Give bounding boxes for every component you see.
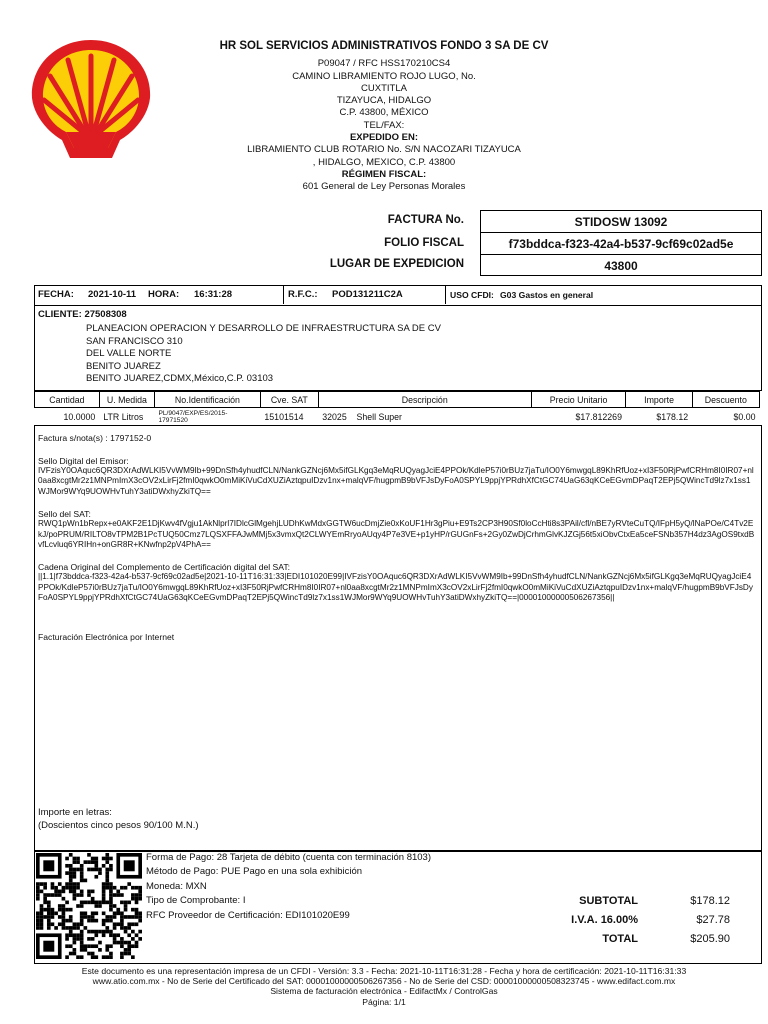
iva-label: I.V.A. 16.00% — [571, 914, 638, 926]
cell-precio: $17.812269 — [575, 412, 622, 422]
expedido-line: LIBRAMIENTO CLUB ROTARIO No. S/N NACOZARI TIZAYUCA — [247, 144, 521, 156]
folio-fiscal-label: FOLIO FISCAL — [384, 237, 464, 249]
cell-descuento: $0.00 — [733, 412, 756, 422]
client-line: PLANEACION OPERACION Y DESARROLLO DE INFRAESTRUCTURA SA DE CV — [86, 323, 441, 334]
issuer-name: HR SOL SERVICIOS ADMINISTRATIVOS FONDO 3 SA DE CV — [219, 40, 549, 52]
issuer-line: TIZAYUCA, HIDALGO — [336, 95, 432, 107]
cell-codigo: 32025 — [322, 412, 347, 422]
cadena-original: ||1.1|f73bddca-f323-42a4-b537-9cf69c02ad5e|2021-10-11T16:31:33|EDI101020E99|IVFzisY0OAquc6QR3DXrAdWLKI5VvWM9Ib+99DnSfh4yhudfCLN/NankGZNcj6Mx5ifGLKgq3eMqRUQyagJciE4PPOk/KdleP57i0rBUz7jaTu/IO0Y6mwgqL89KhRfUoz+xI3F50RjPwfCRHm8I0IR07+nl0aa8xcgtMr2z1MNPmImX3cOV2xLirFj2fmI0qwkO0mMiKiVuCdXUZiAztqpuIDzv1nx+malqVF/hugpmB9bVFJsDyFoA0SPYL9ppjYPRdhXfCtGC74UaG63qKCeEGvmDPaqT2EPj5QWincTd9lz7x1ss1WJMor9WYq9UOWHvTuhY3atiDWxhyZkiTQ==|00001000000506267356|| — [38, 572, 753, 603]
factura-number: STIDOSW 13092 — [481, 211, 761, 233]
regimen-value: 601 General de Ley Personas Morales — [302, 181, 466, 193]
items-table — [34, 391, 760, 426]
forma-pago: Forma de Pago: 28 Tarjeta de débito (cuenta con terminación 8103) — [146, 852, 431, 863]
col-identificacion: No.Identificación — [154, 392, 260, 408]
shell-logo — [26, 36, 156, 160]
col-descuento: Descuento — [692, 392, 759, 408]
issuer-line: CAMINO LIBRAMIENTO ROJO LUGO, No. — [292, 70, 476, 82]
client-line: SAN FRANCISCO 310 — [86, 335, 183, 347]
cadena-label: Cadena Original del Complemento de Certificación digital del SAT: — [38, 562, 291, 573]
rfc-label: R.F.C.: — [288, 289, 318, 300]
rfc-value: POD131211C2A — [332, 289, 403, 300]
total-value: $205.90 — [690, 933, 730, 945]
col-cve-sat: Cve. SAT — [260, 392, 318, 408]
moneda: Moneda: MXN — [146, 880, 207, 892]
col-importe: Importe — [626, 392, 692, 408]
cell-cantidad: 10.0000 — [63, 412, 96, 422]
subtotal-label: SUBTOTAL — [579, 895, 638, 907]
notes — [38, 433, 756, 642]
table-row — [35, 408, 760, 427]
sello-sat: RWQ1pWn1bRepx+e0AKF2E1DjKwv4fVgju1AkNlprl7IDlcGlMgehjLUDhKwMdxGGTW6ucDmjZie0xKoUF1Hr3gPiu+E9Ts2CP3H90Sf0loCcHti8s3PAil/cfl/nBE7yRVteCuTQ/IFpH5yQ/lNaPOe/C4Tv2EkJ/poPRUM/RILTO8vTPM2B1PcTUQ50Cmz7LQSXFFAJwMMj5x3vmxQt2CLWYEmRryoAUqy4P7e3VE+p1yHP/rGUGnFs+2Gy0ZwDjCrhmGlvKJZGj56t5xiObvCtxEa5ceFSNb357H4dz3AgOS9txdBvfLcvluq6YRIHn+onGR8R+KNwfnp2pV4PhA== — [38, 519, 755, 550]
col-cantidad: Cantidad — [35, 392, 100, 408]
importe-value: (Doscientos cinco pesos 90/100 M.N.) — [38, 820, 199, 831]
sello-emisor: IVFzisY0OAquc6QR3DXrAdWLKI5VvWM9Ib+99DnSfh4yhudfCLN/NankGZNcj6Mx5ifGLKgq3eMqRUQyagJciE4PPOk/KdleP57i0rBUz7jaTu/IO0Y6mwgqL89KhRfUoz+xI3F50RjPwfCRHm8I0IR07+nl0aa8xcgtMr2z1MNPmImX3cOV2xLirFj2fmI0qwkO0mMiKiVuCdXUZiAztqpuIDzv1nx+malqVF/hugpmB9bVFJsDyFoA0SPYL9ppjYPRdhXfCtGC74UaG63qKCeEGvmDPaqT2EPj5QWincTd9lz7x1ss1WJMor9WYq9UOWHvTuhY3atiDWxhyZkiTQ== — [38, 466, 754, 496]
footer-line: Página: 1/1 — [362, 996, 406, 1007]
sello-sat-label: Sello del SAT: — [38, 509, 91, 520]
regimen-label: RÉGIMEN FISCAL: — [341, 168, 427, 180]
uso-cfdi-value: G03 Gastos en general — [500, 290, 594, 300]
rfc-proveedor: RFC Proveedor de Certificación: EDI101020E99 — [146, 909, 350, 921]
col-unidad: U. Medida — [99, 392, 154, 408]
cell-identificacion: PL/9047/EXP/ES/2015-17971520 — [158, 410, 228, 424]
client-label: CLIENTE: 27508308 — [38, 309, 127, 320]
cell-cve-sat: 15101514 — [264, 412, 304, 422]
lugar-expedicion: 43800 — [604, 258, 638, 273]
fecha-value: 2021-10-11 — [88, 289, 137, 300]
facturacion-electronica: Facturación Electrónica por Internet — [38, 631, 175, 642]
importe-label: Importe en letras: — [38, 807, 112, 818]
subtotal-value: $178.12 — [690, 895, 730, 907]
meta-divider — [283, 285, 284, 304]
uso-cfdi-label: USO CFDI: — [450, 290, 494, 300]
client-line: BENITO JUAREZ — [86, 360, 161, 372]
cell-importe: $178.12 — [656, 412, 689, 422]
total-label: TOTAL — [602, 933, 638, 945]
hora-label: HORA: — [148, 289, 180, 300]
folio-fiscal: f73bddca-f323-42a4-b537-9cf69c02ad5e — [481, 233, 761, 255]
issuer-line: TEL/FAX: — [363, 119, 405, 131]
cell-producto: Shell Super — [356, 412, 402, 422]
col-precio: Precio Unitario — [531, 392, 626, 408]
client-address — [86, 323, 441, 386]
importe-letras — [38, 806, 199, 832]
footer — [0, 966, 768, 1007]
factura-notas: Factura s/nota(s) : 1797152-0 — [38, 433, 152, 443]
issuer-block — [150, 40, 618, 194]
expedido-line: , HIDALGO, MEXICO, C.P. 43800 — [312, 156, 456, 168]
expedido-label: EXPEDIDO EN: — [349, 132, 419, 144]
items-header-row — [35, 392, 760, 408]
meta-divider — [445, 285, 446, 304]
folio-box — [480, 210, 762, 276]
payment-info — [146, 851, 431, 923]
col-descripcion: Descripción — [318, 392, 531, 408]
cell-descripcion — [318, 408, 531, 427]
footer-line: Este documento es una representación impresa de un CFDI - Versión: 3.3 - Fecha: 2021-10-11T16:31:28 - Fecha y hora de certificación: 2021-10-11T16:31:33 — [81, 966, 687, 976]
tipo-comprobante: Tipo de Comprobante: I — [146, 895, 246, 907]
metodo-pago: Método de Pago: PUE Pago en una sola exhibición — [146, 866, 363, 878]
sello-emisor-label: Sello Digital del Emisor: — [38, 456, 129, 466]
lugar-expedicion-label: LUGAR DE EXPEDICION — [329, 258, 464, 270]
cell-unidad: LTR Litros — [103, 412, 144, 422]
qr-code — [36, 853, 142, 959]
fecha-label: FECHA: — [38, 289, 74, 300]
issuer-line: C.P. 43800, MÉXICO — [339, 107, 429, 119]
footer-line: www.atio.com.mx - No de Serie del Certificado del SAT: 00001000000506267356 - No de Serie del CSD: 00001000000508323745 - www.edifact.com.mx — [92, 976, 676, 987]
factura-label: FACTURA No. — [387, 214, 464, 226]
iva-value: $27.78 — [696, 914, 730, 926]
client-line: BENITO JUAREZ,CDMX,México,C.P. 03103 — [86, 373, 274, 385]
issuer-line: P09047 / RFC HSS170210CS4 — [317, 58, 451, 70]
client-line: DEL VALLE NORTE — [86, 348, 172, 360]
footer-line: Sistema de facturación electrónica - EdifactMx / ControlGas — [270, 986, 498, 997]
issuer-line: CUXTITLA — [361, 82, 407, 94]
hora-value: 16:31:28 — [194, 289, 233, 300]
